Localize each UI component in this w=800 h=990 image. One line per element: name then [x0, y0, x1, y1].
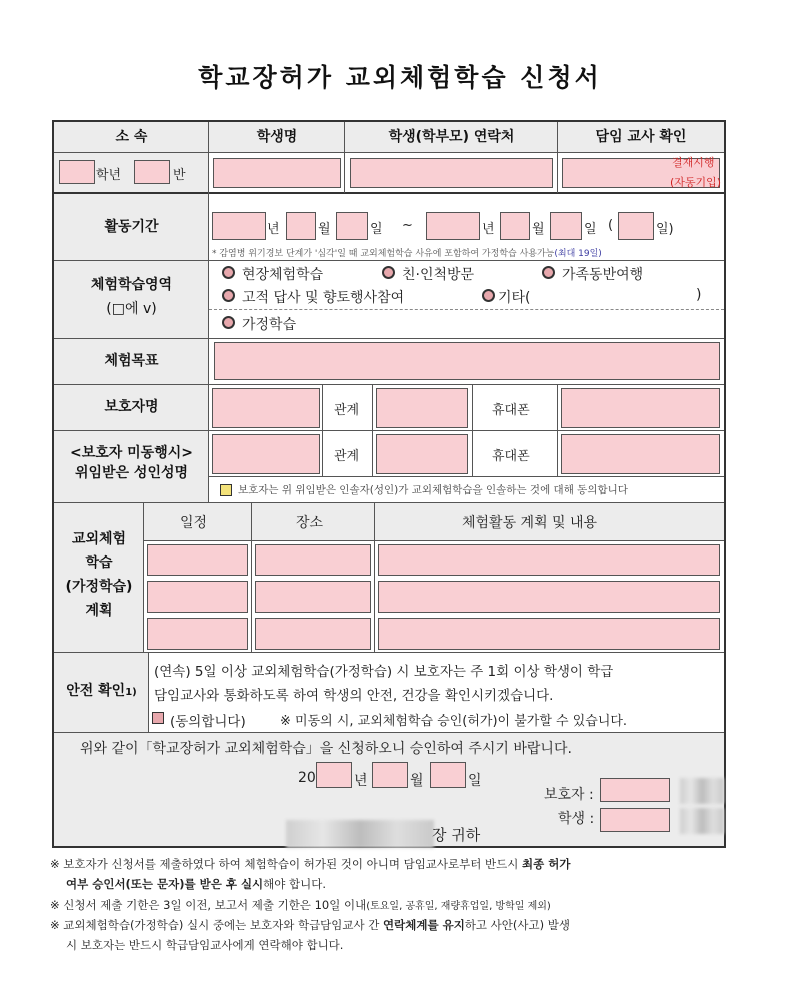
- end-day-unit: 일: [584, 222, 597, 237]
- contact-field[interactable]: [350, 158, 553, 188]
- option-home-study: 가정학습: [242, 317, 297, 333]
- end-year-unit: 년: [482, 222, 495, 237]
- plan-content-3[interactable]: [378, 618, 720, 650]
- plan-col-place: 장소: [296, 515, 324, 531]
- plan-content-2[interactable]: [378, 581, 720, 613]
- days-suffix: 일): [656, 222, 674, 237]
- period-note-limit: (최대 19일): [554, 249, 602, 259]
- note-1-line-2: 여부 승인서(또는 문자)를 받은 후 실시해야 합니다.: [66, 877, 327, 891]
- form-title: 학교장허가 교외체험학습 신청서: [198, 63, 602, 92]
- plan-col-schedule: 일정: [180, 515, 208, 531]
- delegate-phone-label: 휴대폰: [492, 449, 530, 464]
- radio-field-trip[interactable]: [222, 266, 235, 279]
- sign-note-2: (자동기입): [670, 176, 722, 189]
- option-family-trip: 가족동반여행: [562, 267, 644, 283]
- option-other: 기타(: [498, 290, 531, 306]
- note-2: ※ 신청서 제출 기한은 3일 이전, 보고서 제출 기한은 10일 이내(토요일, 공휴일, 재량휴업일, 방학일 제외): [50, 898, 551, 912]
- start-year-field[interactable]: [212, 212, 266, 240]
- area-sublabel: (□에 v): [106, 301, 157, 317]
- start-year-unit: 년: [267, 222, 280, 237]
- class-field[interactable]: [134, 160, 170, 184]
- safety-footnote-mark: 1): [125, 687, 137, 698]
- period-label: 활동기간: [104, 219, 159, 235]
- delegate-label-1: <보호자 미동행시>: [69, 445, 193, 461]
- grade-label: 학년: [96, 168, 122, 183]
- delegate-relation-field[interactable]: [376, 434, 468, 474]
- safety-agree-checkbox[interactable]: [152, 712, 164, 724]
- start-day-field[interactable]: [336, 212, 368, 240]
- delegate-consent-text: 보호자는 위 위임받은 인솔자(성인)가 교외체험학습을 인솔하는 것에 대해 동의합니다: [238, 484, 628, 496]
- request-day-field[interactable]: [430, 762, 466, 788]
- plan-content-1[interactable]: [378, 544, 720, 576]
- request-month-unit: 월: [410, 773, 424, 789]
- start-month-field[interactable]: [286, 212, 316, 240]
- note-3-line-1: ※ 교외체험학습(가정학습) 실시 중에는 보호자와 학급담임교사 간 연락체계를 유지하고 사안(사고) 발생: [50, 918, 570, 932]
- request-text: 위와 같이「학교장허가 교외체험학습」을 신청하오니 승인하여 주시기 바랍니다.: [80, 741, 572, 757]
- header-student-name: 학생명: [256, 129, 298, 145]
- safety-line-1: (연속) 5일 이상 교외체험학습(가정학습) 시 보호자는 주 1회 이상 학생이 학급: [154, 664, 614, 680]
- end-month-unit: 월: [532, 222, 545, 237]
- plan-label-1: 교외체험: [71, 531, 127, 547]
- guardian-relation-label: 관계: [334, 403, 360, 418]
- note-1-emphasis-2: 여부 승인서(또는 문자)를 받은 후 실시: [66, 877, 264, 891]
- radio-heritage[interactable]: [222, 289, 235, 302]
- guardian-name-field[interactable]: [212, 388, 320, 428]
- plan-label-2: 학습: [85, 555, 113, 571]
- safety-label: 안전 확인1): [66, 683, 137, 699]
- days-open-paren: (: [608, 218, 614, 233]
- safety-line-2: 담임교사와 통화하도록 하여 학생의 안전, 건강을 확인시키겠습니다.: [154, 688, 554, 704]
- sign-note-1: 결재시행: [672, 156, 715, 169]
- class-label: 반: [173, 168, 186, 183]
- note-3-emphasis: 연락체계를 유지: [383, 918, 465, 932]
- goal-field[interactable]: [214, 342, 720, 380]
- plan-schedule-1[interactable]: [147, 544, 248, 576]
- area-label: 체험학습영역: [90, 277, 173, 293]
- guardian-relation-field[interactable]: [376, 388, 468, 428]
- delegate-phone-field[interactable]: [561, 434, 720, 474]
- request-year-field[interactable]: [316, 762, 352, 788]
- request-recipient: 장 귀하: [432, 826, 481, 844]
- note-1-emphasis: 최종 허가: [522, 857, 571, 871]
- school-name-redacted: [286, 820, 434, 848]
- end-day-field[interactable]: [550, 212, 582, 240]
- plan-label-4: 계획: [85, 603, 113, 619]
- radio-home-study[interactable]: [222, 316, 235, 329]
- delegate-label-2: 위임받은 성인성명: [74, 465, 189, 481]
- request-student-field[interactable]: [600, 808, 670, 832]
- guardian-phone-label: 휴대폰: [492, 403, 530, 418]
- student-signature-redacted: [680, 808, 724, 834]
- note-3-line-2: 시 보호자는 반드시 학급담임교사에게 연락해야 합니다.: [66, 938, 344, 952]
- safety-warning: ※ 미동의 시, 교외체험학습 승인(허가)이 불가할 수 있습니다.: [280, 714, 628, 729]
- header-teacher-confirm: 담임 교사 확인: [595, 129, 687, 145]
- end-month-field[interactable]: [500, 212, 530, 240]
- delegate-consent-checkbox[interactable]: [220, 484, 232, 496]
- guardian-label: 보호자명: [104, 399, 159, 415]
- plan-place-3[interactable]: [255, 618, 371, 650]
- plan-schedule-2[interactable]: [147, 581, 248, 613]
- plan-header-bg: [54, 503, 724, 541]
- radio-other[interactable]: [482, 289, 495, 302]
- grade-field[interactable]: [59, 160, 95, 184]
- option-relative-visit: 친·인척방문: [402, 267, 475, 283]
- goal-label: 체험목표: [104, 353, 159, 369]
- start-day-unit: 일: [370, 222, 383, 237]
- application-form: [52, 120, 726, 848]
- delegate-relation-label: 관계: [334, 449, 360, 464]
- note-1-line-1: ※ 보호자가 신청서를 제출하였다 하여 체험학습이 허가된 것이 아니며 담임교사로부터 반드시 최종 허가: [50, 857, 571, 871]
- period-tilde: ~: [402, 218, 413, 233]
- radio-relative-visit[interactable]: [382, 266, 395, 279]
- plan-col-content: 체험활동 계획 및 내용: [462, 515, 598, 531]
- plan-label-3: (가정학습): [65, 579, 133, 595]
- safety-agree-text: (동의합니다): [170, 714, 246, 730]
- guardian-signature-redacted: [680, 778, 724, 804]
- request-guardian-label: 보호자 :: [544, 787, 594, 803]
- option-field-trip: 현장체험학습: [242, 267, 324, 283]
- plan-schedule-3[interactable]: [147, 618, 248, 650]
- request-guardian-field[interactable]: [600, 778, 670, 802]
- end-year-field[interactable]: [426, 212, 480, 240]
- request-year-prefix: 20: [298, 770, 316, 786]
- request-month-field[interactable]: [372, 762, 408, 788]
- plan-place-1[interactable]: [255, 544, 371, 576]
- option-other-close: ): [696, 287, 702, 303]
- request-student-label: 학생 :: [558, 811, 595, 827]
- header-affiliation: 소 속: [115, 129, 148, 145]
- start-month-unit: 월: [318, 222, 331, 237]
- request-day-unit: 일: [468, 773, 482, 789]
- guardian-phone-field[interactable]: [561, 388, 720, 428]
- request-year-unit: 년: [354, 773, 368, 789]
- delegate-name-field[interactable]: [212, 434, 320, 474]
- plan-place-2[interactable]: [255, 581, 371, 613]
- period-note: * 감염병 위기경보 단계가 '심각'일 때 교외체험학습 사유에 포함하여 가정학습 사용가능(최대 19일): [212, 249, 602, 259]
- total-days-field[interactable]: [618, 212, 654, 240]
- student-name-field[interactable]: [213, 158, 341, 188]
- radio-family-trip[interactable]: [542, 266, 555, 279]
- header-contact: 학생(학부모) 연락처: [388, 129, 515, 145]
- option-heritage: 고적 답사 및 향토행사참여: [242, 290, 405, 306]
